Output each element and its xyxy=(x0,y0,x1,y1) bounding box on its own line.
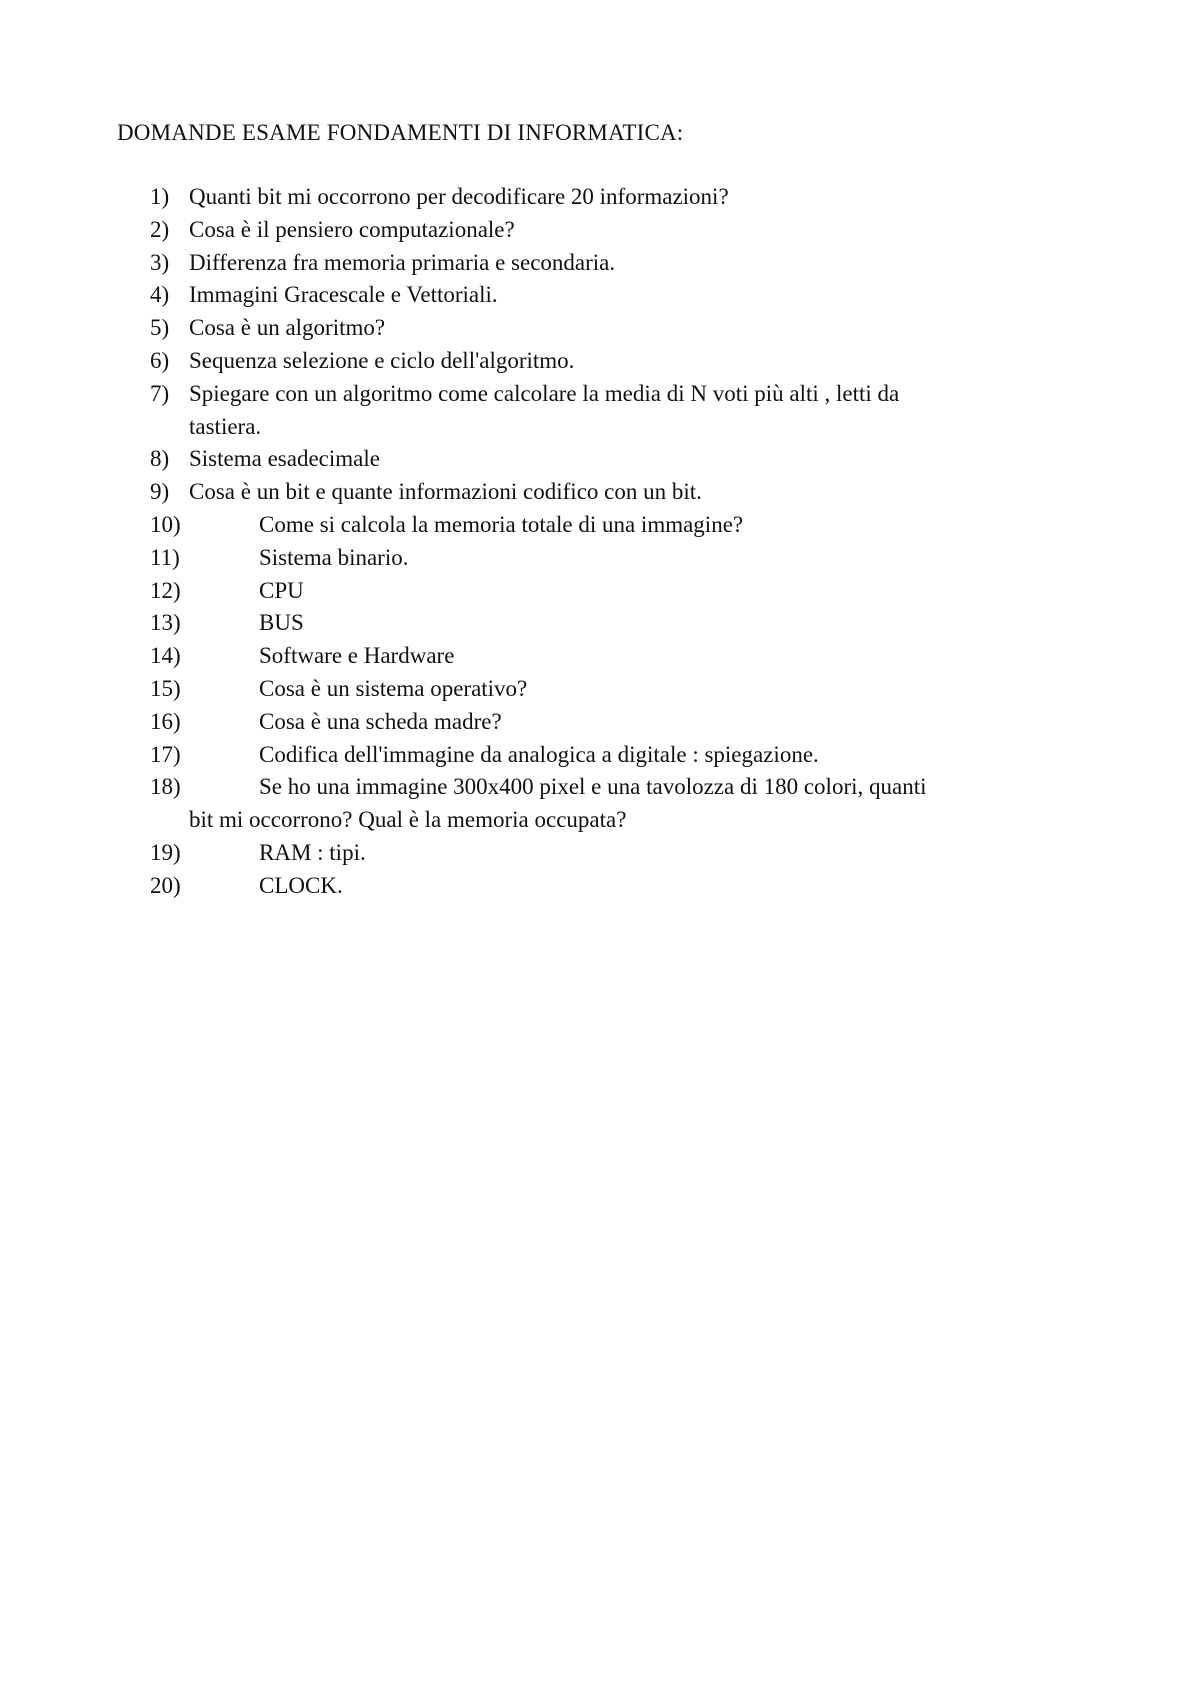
question-text: CPU xyxy=(259,577,304,603)
list-item xyxy=(150,771,1100,837)
question-number: 11) xyxy=(150,544,180,570)
list-item xyxy=(150,181,1100,214)
question-text: BUS xyxy=(259,610,304,636)
list-item xyxy=(150,706,1100,739)
question-text: Software e Hardware xyxy=(259,643,455,669)
list-item xyxy=(150,509,1100,542)
list-item xyxy=(150,279,1100,312)
question-number: 8) xyxy=(150,446,170,472)
question-list xyxy=(150,181,1100,903)
list-item xyxy=(150,870,1100,903)
question-text: Cosa è una scheda madre? xyxy=(259,708,502,734)
question-text: Cosa è un bit e quante informazioni codifico con un bit. xyxy=(189,479,702,505)
question-number: 10) xyxy=(150,511,181,537)
list-item xyxy=(150,837,1100,870)
question-text: Come si calcola la memoria totale di una immagine? xyxy=(259,511,744,537)
question-number: 5) xyxy=(150,315,170,341)
question-text: Spiegare con un algoritmo come calcolare la media di N voti più alti , letti da xyxy=(189,380,900,406)
question-text-continuation: tastiera. xyxy=(189,413,262,439)
question-text: Sistema binario. xyxy=(259,544,409,570)
list-item xyxy=(150,739,1100,772)
question-text: Differenza fra memoria primaria e secondaria. xyxy=(189,249,616,275)
list-item xyxy=(150,443,1100,476)
question-number: 9) xyxy=(150,479,170,505)
question-number: 19) xyxy=(150,839,181,865)
list-item xyxy=(150,542,1100,575)
list-item xyxy=(150,673,1100,706)
question-number: 18) xyxy=(150,774,181,800)
list-item xyxy=(150,214,1100,247)
question-number: 17) xyxy=(150,741,181,767)
question-text: Sistema esadecimale xyxy=(189,446,380,472)
question-number: 20) xyxy=(150,872,181,898)
question-number: 13) xyxy=(150,610,181,636)
list-item xyxy=(150,607,1100,640)
question-text: Codifica dell'immagine da analogica a digitale : spiegazione. xyxy=(259,741,819,767)
question-text: Cosa è il pensiero computazionale? xyxy=(189,216,515,242)
question-number: 7) xyxy=(150,380,170,406)
question-text: Quanti bit mi occorrono per decodificare 20 informazioni? xyxy=(189,184,729,209)
question-text-continuation: bit mi occorrono? Qual è la memoria occupata? xyxy=(189,807,627,833)
document-title: DOMANDE ESAME FONDAMENTI DI INFORMATICA: xyxy=(117,120,684,145)
list-item xyxy=(150,378,1100,444)
question-text: Se ho una immagine 300x400 pixel e una tavolozza di 180 colori, quanti xyxy=(259,774,927,800)
question-number: 16) xyxy=(150,708,181,734)
question-text: RAM : tipi. xyxy=(259,839,366,865)
question-text: Immagini Gracescale e Vettoriali. xyxy=(189,282,498,308)
question-number: 6) xyxy=(150,347,170,373)
question-text: CLOCK. xyxy=(259,872,343,898)
list-item xyxy=(150,640,1100,673)
question-text: Cosa è un sistema operativo? xyxy=(259,675,528,701)
list-item xyxy=(150,345,1100,378)
question-number: 2) xyxy=(150,216,170,242)
list-item xyxy=(150,476,1100,509)
list-item xyxy=(150,312,1100,345)
question-number: 4) xyxy=(150,282,170,308)
question-number: 1) xyxy=(150,184,170,209)
question-number: 14) xyxy=(150,643,181,669)
list-item xyxy=(150,575,1100,608)
question-number: 15) xyxy=(150,675,181,701)
question-number: 3) xyxy=(150,249,170,275)
question-number: 12) xyxy=(150,577,181,603)
question-text: Cosa è un algoritmo? xyxy=(189,315,386,341)
question-text: Sequenza selezione e ciclo dell'algoritmo. xyxy=(189,347,575,373)
list-item xyxy=(150,247,1100,280)
